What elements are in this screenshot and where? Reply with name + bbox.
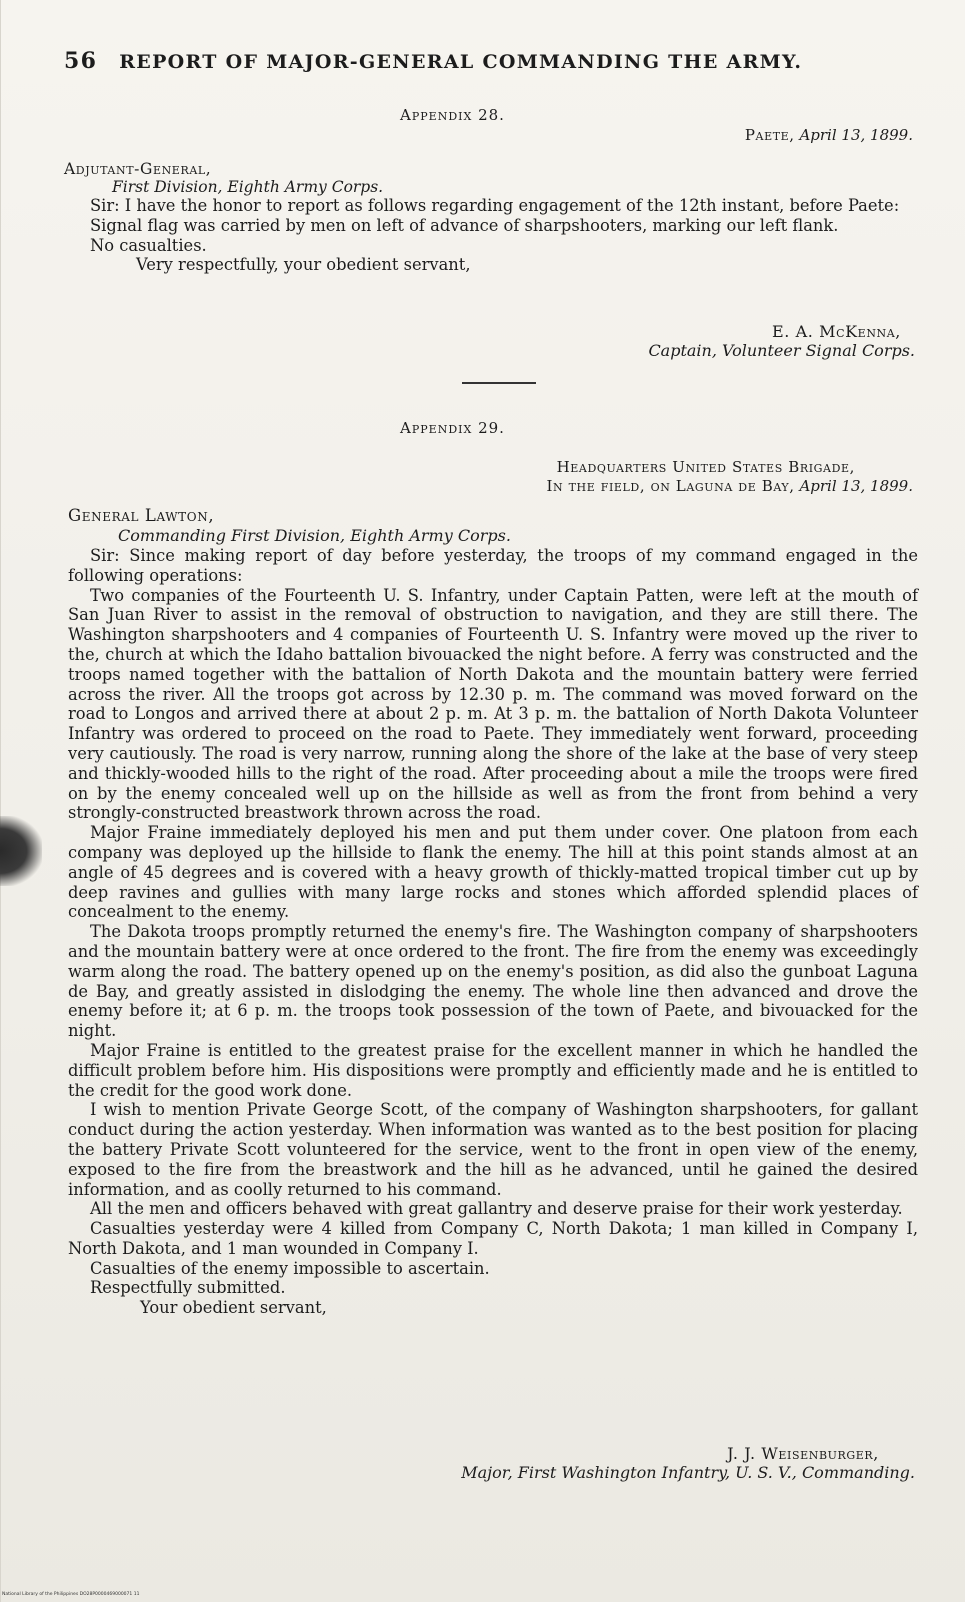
paragraph: Casualties of the enemy impossible to ascertain.: [90, 1258, 490, 1278]
paragraph: Respectfully submitted.: [90, 1278, 286, 1298]
appendix-29-body: [68, 546, 918, 1318]
paragraph: Casualties yesterday were 4 killed from Company C, North Dakota; 1 man killed in Company I, North Dakota, and 1 man wounded in Company I.: [68, 1219, 918, 1258]
paragraph: The Dakota troops promptly returned the enemy's fire. The Washington company of sharpshooters and the mountain battery were at once ordered to the front. The fire from the enemy was exceedingly warm along the road. The battery opened up on the enemy's position, as did also the gunboat Laguna de Bay, and greatly assisted in dislodging the enemy. The whole line then advanced and drove the enemy before it; at 6 p. m. the troops took possession of the town of Paete, and bivouacked for the night.: [68, 922, 918, 1041]
page-edge: [0, 0, 1, 1602]
appendix-29-addressee: General Lawton,: [68, 506, 215, 525]
page-number: 56: [64, 48, 98, 74]
appendix-29-heading-1-text: Headquarters United States Brigade,: [556, 458, 855, 476]
scan-footer: National Library of the Philippines DO28P0000469000071 11: [2, 1592, 140, 1597]
appendix-28-place: Paete,: [744, 126, 795, 144]
appendix-29-heading-2-text: In the field, on Laguna de Bay,: [546, 477, 795, 495]
appendix-29-heading-1: [557, 458, 855, 476]
appendix-28-addressee: Adjutant-General,: [64, 160, 212, 178]
paragraph: Major Fraine immediately deployed his men and put them under cover. One platoon from each company was deployed up the hillside to flank the enemy. The hill at this point stands almost at an angle of 45 degrees and is covered with a heavy growth of thickly-matted tropical timber cut up by deep ravines and gullies with many large rocks and stones which afforded splendid places of concealment to the enemy.: [68, 823, 918, 922]
running-title: REPORT OF MAJOR-GENERAL COMMANDING THE ARMY.: [119, 51, 803, 73]
paragraph: Sir: Since making report of day before yesterday, the troops of my command engaged in the following operations:: [68, 546, 918, 585]
appendix-29-closing: Your obedient servant,: [140, 1298, 327, 1318]
appendix-28-signer: E. A. McKenna,: [771, 322, 901, 341]
appendix-28-date: April 13, 1899.: [799, 126, 913, 144]
appendix-29-addressee-sub: Commanding First Division, Eighth Army Corps.: [118, 526, 511, 545]
section-divider: [462, 382, 536, 384]
appendix-29-signer: J. J. Weisenburger,: [727, 1444, 879, 1463]
paragraph: No casualties.: [90, 235, 207, 255]
paragraph: All the men and officers behaved with great gallantry and deserve praise for their work yesterday.: [90, 1199, 903, 1219]
paragraph: I wish to mention Private George Scott, of the company of Washington sharpshooters, for gallant conduct during the action yesterday. When information was wanted as to the best position for placing the battery Private Scott volunteered for the service, went to the front in open view of the enemy, exposed to the fire from the breastwork and the hill as he advanced, until he gained the desired information, and as coolly returned to his command.: [68, 1100, 918, 1199]
paragraph: Major Fraine is entitled to the greatest praise for the excellent manner in which he handled the difficult problem before him. His dispositions were promptly and efficiently made and he is entitled to the credit for the good work done.: [68, 1040, 918, 1100]
running-header: [64, 48, 864, 74]
appendix-29-signature: [461, 1444, 915, 1482]
thumb-smudge: [0, 816, 42, 886]
appendix-28-addressee-sub: First Division, Eighth Army Corps.: [112, 178, 384, 196]
appendix-28-signer-title: Captain, Volunteer Signal Corps.: [648, 341, 915, 360]
paragraph: Sir: I have the honor to report as follows regarding engagement of the 12th instant, before Paete:: [90, 196, 900, 215]
appendix-29-date: April 13, 1899.: [799, 477, 913, 495]
appendix-29-signer-title: Major, First Washington Infantry, U. S. V., Commanding.: [461, 1463, 915, 1482]
appendix-28-title: Appendix 28.: [400, 106, 505, 124]
appendix-29-heading-2: [546, 477, 913, 495]
appendix-29-title: Appendix 29.: [400, 419, 505, 437]
appendix-28-dateline: [745, 126, 913, 144]
appendix-28-body: [68, 196, 918, 275]
paragraph: Signal flag was carried by men on left of advance of sharpshooters, marking our left flank.: [90, 215, 839, 235]
appendix-28-closing: Very respectfully, your obedient servant,: [136, 255, 471, 275]
paragraph: Two companies of the Fourteenth U. S. Infantry, under Captain Patten, were left at the mouth of San Juan River to assist in the removal of obstruction to navigation, and they are still there. The Washington sharpshooters and 4 companies of Fourteenth U. S. Infantry were moved up the river to the, church at which the Idaho battalion bivouacked the night before. A ferry was constructed and the troops named together with the battalion of North Dakota and the mountain battery were ferried across the river. All the troops got across by 12.30 p. m. The command was moved forward on the road to Longos and arrived there at about 2 p. m. At 3 p. m. the battalion of North Dakota Volunteer Infantry was ordered to proceed on the road to Paete. They immediately went forward, proceeding very cautiously. The road is very narrow, running along the shore of the lake at the base of very steep and thickly-wooded hills to the right of the road. After proceeding about a mile the troops were fired on by the enemy concealed well up on the hillside as well as from the front from behind a very strongly-constructed breastwork thrown across the road.: [68, 585, 918, 823]
appendix-28-signature: [648, 322, 915, 360]
